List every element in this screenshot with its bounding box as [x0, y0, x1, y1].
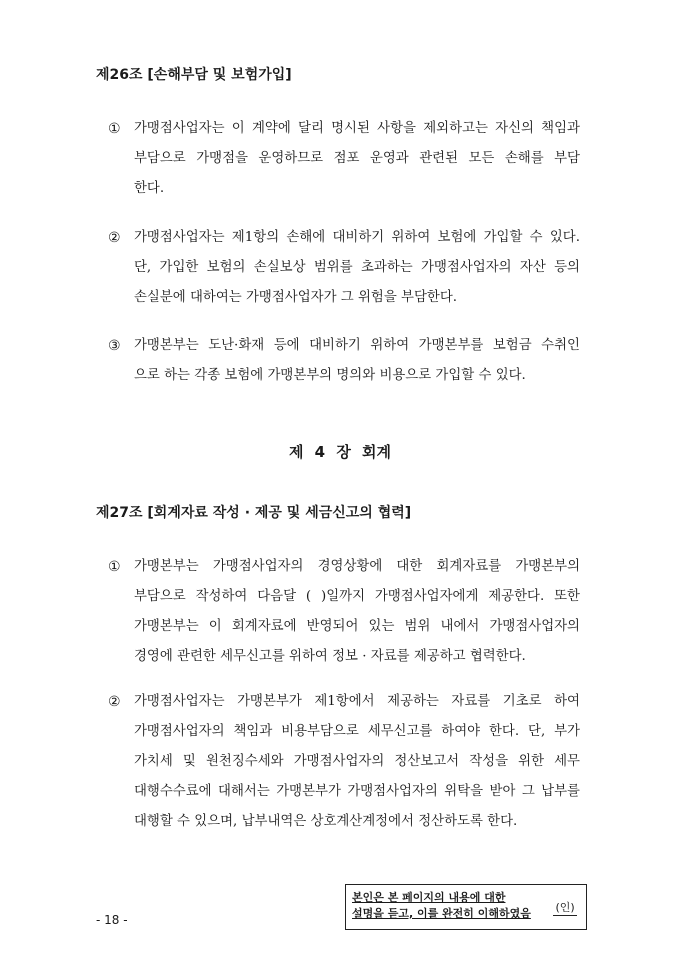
item-number: ②: [108, 694, 121, 710]
item-line: 대행수수료에 대해서는 가맹본부가 가맹점사업자의 위탁을 받아 그 납부를: [134, 784, 580, 799]
item-line: 손실분에 대하여는 가맹점사업자가 그 위험을 부담한다.: [134, 290, 458, 305]
article-26-item-2: [108, 223, 580, 313]
item-line: 경영에 관련한 세무신고를 위하여 정보 · 자료를 제공하고 협력한다.: [134, 649, 526, 664]
item-line: 부담으로 작성하여 다음달 ( )일까지 가맹점사업자에게 제공한다. 또한: [134, 589, 580, 604]
article-27-item-2: [108, 687, 580, 837]
item-line: 단, 가입한 보험의 손실보상 범위를 초과하는 가맹점사업자의 자산 등의: [134, 260, 580, 275]
item-line: 부담으로 가맹점을 운영하므로 점포 운영과 관련된 모든 손해를 부담: [134, 151, 580, 166]
item-number: ②: [108, 230, 121, 246]
item-line: 한다.: [134, 181, 165, 196]
item-line: 가맹점사업자의 책임과 비용부담으로 세무신고를 하여야 한다. 단, 부가: [134, 724, 580, 739]
seal-label: (인): [555, 900, 575, 914]
item-number: ③: [108, 338, 121, 354]
item-number: ①: [108, 559, 121, 575]
item-line: 가치세 및 원천징수세와 가맹점사업자의 정산보고서 작성을 위한 세무: [134, 754, 580, 769]
item-line: 대행할 수 있으며, 납부내역은 상호계산계정에서 정산하도록 한다.: [134, 814, 518, 829]
article-26-heading: 제26조 [손해부담 및 보험가입]: [96, 67, 292, 83]
confirmation-box: [345, 884, 587, 930]
item-line: 가맹본부는 도난·화재 등에 대비하기 위하여 가맹본부를 보험금 수취인: [134, 338, 580, 353]
confirmation-line-1: 본인은 본 페이지의 내용에 대한: [352, 891, 506, 904]
item-number: ①: [108, 121, 121, 137]
item-line: 으로 하는 각종 보험에 가맹본부의 명의와 비용으로 가입할 수 있다.: [134, 368, 526, 383]
article-26-item-3: [108, 331, 580, 391]
item-line: 가맹점사업자는 가맹본부가 제1항에서 제공하는 자료를 기초로 하여: [134, 694, 580, 709]
article-27-heading: 제27조 [회계자료 작성 · 제공 및 세금신고의 협력]: [96, 505, 412, 521]
item-line: 가맹점사업자는 제1항의 손해에 대비하기 위하여 보험에 가입할 수 있다.: [134, 230, 580, 245]
confirmation-line-2: 설명을 듣고, 이를 완전히 이해하였음: [352, 907, 531, 920]
item-line: 가맹본부는 가맹점사업자의 경영상황에 대한 회계자료를 가맹본부의: [134, 559, 580, 574]
article-27-item-1: [108, 552, 580, 672]
article-26-item-1: [108, 114, 580, 204]
page-number: - 18 -: [96, 913, 128, 927]
seal-field[interactable]: [544, 885, 586, 929]
item-line: 가맹본부는 이 회계자료에 반영되어 있는 범위 내에서 가맹점사업자의: [134, 619, 580, 634]
item-line: 가맹점사업자는 이 계약에 달리 명시된 사항을 제외하고는 자신의 책임과: [134, 121, 580, 136]
chapter-title: 제 4 장 회계: [288, 443, 392, 461]
confirmation-statement: [346, 885, 544, 929]
